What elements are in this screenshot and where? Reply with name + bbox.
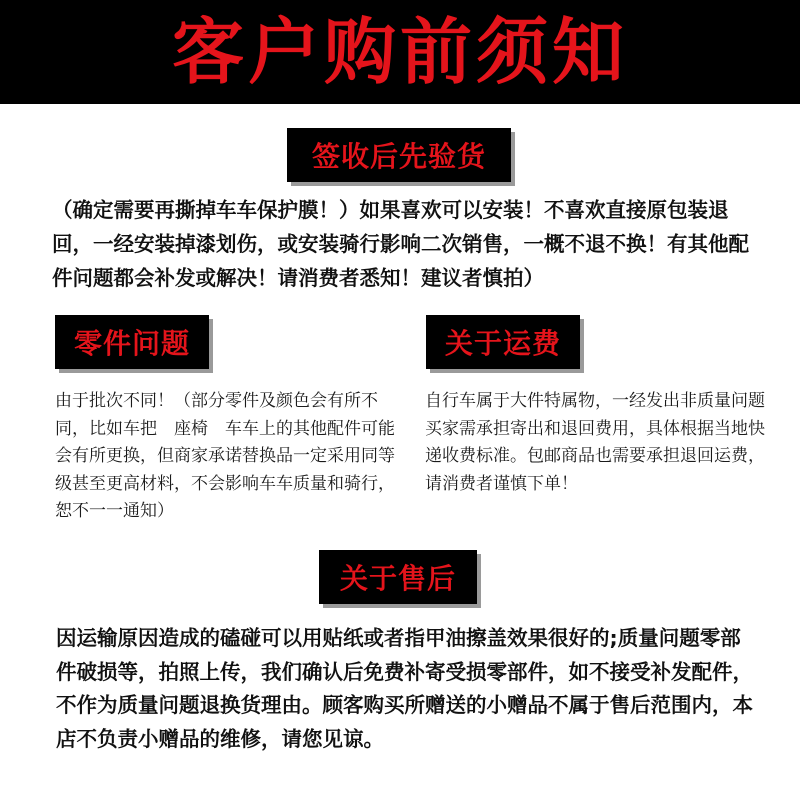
page-title: 客户购前须知 [171, 10, 628, 94]
receipt-notice-text: （确定需要再撕掉车车保护膜！）如果喜欢可以安装！不喜欢直接原包装退回，一经安装掉漆划伤，或安装骑行影响二次销售，一概不退不换！有其他配件问题都会补发或解决！请消费者悉知！建议者慎拍） [52, 198, 749, 290]
section-tag-parts: 零件问题 [55, 315, 209, 369]
section-tag-receipt: 签收后先验货 [287, 128, 511, 182]
shipping-notice-text: 自行车属于大件特属物，一经发出非质量问题买家需承担寄出和退回费用，具体根据当地快递收费标准。包邮商品也需要承担退回运费，请消费者谨慎下单！ [425, 391, 765, 494]
after-sales-notice-text: 因运输原因造成的磕碰可以用贴纸或者指甲油擦盖效果很好的;质量问题零部件破损等，拍照上传，我们确认后免费补寄受损零部件，如不接受补发配件，不作为质量问题退换货理由。顾客购买所赠送的小赠品不属于售后范围内，本店不负责小赠品的维修，请您见谅。 [56, 626, 753, 751]
section-tag-after-sales: 关于售后 [319, 550, 477, 604]
header-banner [0, 0, 800, 104]
parts-notice-text: 由于批次不同！（部分零件及颜色会有所不同，比如车把 座椅 车车上的其他配件可能会有所更换，但商家承诺替换品一定采用同等级甚至更高材料，不会影响车车质量和骑行，恕不一一通知） [55, 391, 395, 521]
section-tag-shipping: 关于运费 [426, 315, 580, 369]
